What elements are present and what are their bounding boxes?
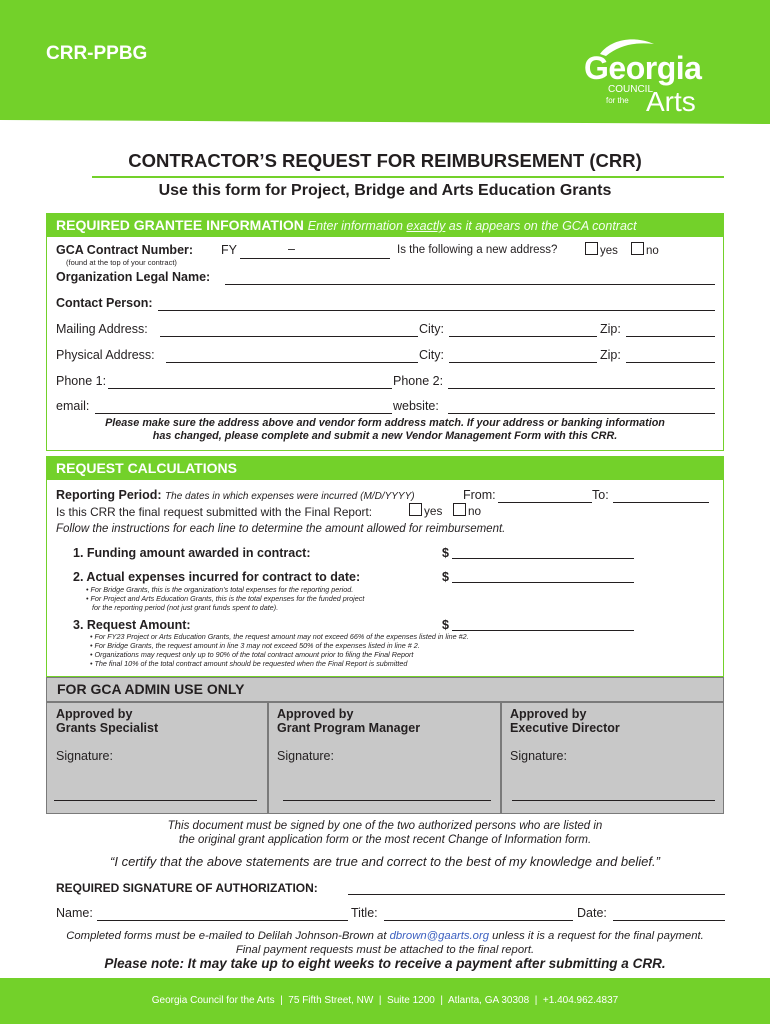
email-label: email: xyxy=(56,399,90,413)
mailing-zip-label: Zip: xyxy=(600,322,621,336)
line3-amount-field[interactable] xyxy=(452,630,634,631)
new-address-no: no xyxy=(646,245,659,257)
line3-label: 3. Request Amount: xyxy=(73,618,191,632)
email-note-line2: Final payment requests must be attached to the final report. xyxy=(235,944,535,956)
required-signature-field[interactable] xyxy=(348,894,725,895)
email-note-start: Completed forms must be e-mailed to Delilah Johnson-Brown at xyxy=(66,930,390,942)
line3-bullet2: • For Bridge Grants, the request amount in line 3 may not exceed 50% of the expenses listed in line # 2. xyxy=(90,641,420,650)
contract-number-label: GCA Contract Number: xyxy=(56,243,194,257)
line3-bullet4: • The final 10% of the total contract amount should be requested when the Final Report is submitted xyxy=(90,659,408,668)
from-label: From: xyxy=(463,488,496,502)
calculations-heading: REQUEST CALCULATIONS xyxy=(46,456,724,480)
name-field[interactable] xyxy=(97,920,348,921)
title-field[interactable] xyxy=(384,920,573,921)
email-link[interactable]: dbrown@gaarts.org xyxy=(389,930,489,942)
admin-col3-signature: Signature: xyxy=(510,749,567,763)
fy-field[interactable] xyxy=(240,258,390,259)
date-field[interactable] xyxy=(613,920,725,921)
physical-address-label: Physical Address: xyxy=(56,348,155,362)
final-request-question: Is this CRR the final request submitted with the Final Report: xyxy=(56,505,373,519)
phone2-field[interactable] xyxy=(448,388,715,389)
page-subtitle: Use this form for Project, Bridge and Arts Education Grants xyxy=(158,182,612,199)
phone1-label: Phone 1: xyxy=(56,374,107,388)
fy-label: FY xyxy=(221,243,237,257)
new-address-yes-checkbox[interactable] xyxy=(585,242,598,255)
required-signature-label: REQUIRED SIGNATURE OF AUTHORIZATION: xyxy=(56,881,318,895)
admin-col-sep1 xyxy=(267,701,269,814)
website-field[interactable] xyxy=(448,413,715,414)
line3-dollar: $ xyxy=(442,618,449,632)
final-no-checkbox[interactable] xyxy=(453,503,466,516)
line2-bullet3: for the reporting period (not just grant funds spent to date). xyxy=(92,603,279,612)
logo-georgia: Georgia xyxy=(584,50,702,86)
new-address-no-checkbox[interactable] xyxy=(631,242,644,255)
to-date-field[interactable] xyxy=(613,502,709,503)
admin-col1-line1: Approved by xyxy=(56,707,133,721)
email-note xyxy=(0,929,770,957)
to-label: To: xyxy=(592,488,609,502)
heading-note-end: as it appears on the GCA contract xyxy=(445,219,637,233)
logo-council: COUNCIL xyxy=(608,84,654,95)
admin-col-sep2 xyxy=(500,701,502,814)
mailing-zip-field[interactable] xyxy=(626,336,715,337)
line1-label: 1. Funding amount awarded in contract: xyxy=(73,546,311,560)
physical-address-field[interactable] xyxy=(166,362,418,363)
line2-amount-field[interactable] xyxy=(452,582,634,583)
footer-text: Georgia Council for the Arts | 75 Fifth Street, NW | Suite 1200 | Atlanta, GA 30308 | +1.404.962.4837 xyxy=(151,995,619,1006)
line1-amount-field[interactable] xyxy=(452,558,634,559)
admin-section xyxy=(46,677,724,814)
heading-note-emphasis: exactly xyxy=(406,219,446,233)
mailing-city-label: City: xyxy=(419,322,444,336)
admin-col3-line1: Approved by xyxy=(510,707,587,721)
date-label: Date: xyxy=(577,906,607,920)
grantee-info-heading xyxy=(46,213,724,237)
form-code: CRR-PPBG xyxy=(46,43,148,64)
new-address-yes: yes xyxy=(600,245,618,257)
line2-dollar: $ xyxy=(442,570,449,584)
admin-col2-signature-field[interactable] xyxy=(283,800,491,801)
fy-dash: – xyxy=(288,242,295,256)
title-label: Title: xyxy=(351,906,378,920)
mailing-city-field[interactable] xyxy=(449,336,597,337)
final-no: no xyxy=(468,504,482,518)
website-label: website: xyxy=(393,399,439,413)
phone1-field[interactable] xyxy=(108,388,392,389)
line3-bullet3: • Organizations may request only up to 90% of the total contract amount prior to filing the Final Report xyxy=(90,650,414,659)
mailing-address-field[interactable] xyxy=(160,336,418,337)
grantee-info-title: REQUIRED GRANTEE INFORMATION xyxy=(56,217,304,233)
reporting-period-label: Reporting Period: xyxy=(56,488,162,502)
phone2-label: Phone 2: xyxy=(393,374,444,388)
email-note-end: unless it is a request for the final payment. xyxy=(489,930,704,942)
line2-bullet2: • For Project and Arts Education Grants, this is the total expenses for the funded project xyxy=(86,594,365,603)
address-note-line1: Please make sure the address above and vendor form address match. If your address or banking information xyxy=(105,417,665,429)
signing-note xyxy=(0,819,770,847)
new-address-question: Is the following a new address? xyxy=(397,244,558,256)
admin-col2-line2: Grant Program Manager xyxy=(277,721,421,735)
contact-person-field[interactable] xyxy=(158,310,715,311)
logo-arts: Arts xyxy=(646,86,696,117)
page-title: CONTRACTOR’S REQUEST FOR REIMBURSEMENT (CRR) xyxy=(128,150,642,171)
physical-city-field[interactable] xyxy=(449,362,597,363)
address-note xyxy=(46,417,724,443)
org-name-field[interactable] xyxy=(225,284,715,285)
line2-bullet1: • For Bridge Grants, this is the organization’s total expenses for the reporting period. xyxy=(86,585,354,594)
admin-col2-line1: Approved by xyxy=(277,707,354,721)
physical-zip-field[interactable] xyxy=(626,362,715,363)
line2-label: 2. Actual expenses incurred for contract to date: xyxy=(73,570,361,584)
title-divider xyxy=(92,176,724,178)
admin-col1-signature-field[interactable] xyxy=(54,800,257,801)
admin-col3-line2: Executive Director xyxy=(510,721,620,735)
admin-col1-line2: Grants Specialist xyxy=(56,721,159,735)
admin-col2-signature: Signature: xyxy=(277,749,334,763)
address-note-line2: has changed, please complete and submit a new Vendor Management Form with this CRR. xyxy=(152,430,618,442)
reporting-period-note: The dates in which expenses were incurred (M/D/YYYY) xyxy=(165,491,415,502)
gca-logo xyxy=(580,36,740,120)
physical-zip-label: Zip: xyxy=(600,348,621,362)
physical-city-label: City: xyxy=(419,348,444,362)
contact-person-label: Contact Person: xyxy=(56,296,153,310)
heading-note: Enter information xyxy=(307,219,407,233)
name-label: Name: xyxy=(56,906,93,920)
certify-statement: “I certify that the above statements are true and correct to the best of my knowledge and belief.” xyxy=(110,854,660,869)
final-yes: yes xyxy=(424,504,443,518)
admin-col3-signature-field[interactable] xyxy=(512,800,715,801)
org-name-label: Organization Legal Name: xyxy=(56,270,211,284)
logo-for-the: for the xyxy=(606,96,629,105)
contract-number-sub: (found at the top of your contract) xyxy=(66,258,177,267)
signing-note-line1: This document must be signed by one of the two authorized persons who are listed in xyxy=(167,820,603,832)
line3-bullet1: • For FY23 Project or Arts Education Grants, the request amount may not exceed 66% of the expenses listed in line #2. xyxy=(90,632,469,641)
admin-divider xyxy=(46,701,724,703)
from-date-field[interactable] xyxy=(498,502,592,503)
mailing-address-label: Mailing Address: xyxy=(56,322,148,336)
admin-heading: FOR GCA ADMIN USE ONLY xyxy=(57,681,245,697)
signing-note-line2: the original grant application form or the most recent Change of Information form. xyxy=(178,834,592,846)
admin-col1-signature: Signature: xyxy=(56,749,113,763)
email-field[interactable] xyxy=(95,413,392,414)
calc-instructions: Follow the instructions for each line to determine the amount allowed for reimbursement. xyxy=(56,523,506,535)
line1-dollar: $ xyxy=(442,546,449,560)
final-yes-checkbox[interactable] xyxy=(409,503,422,516)
please-note: Please note: It may take up to eight weeks to receive a payment after submitting a CRR. xyxy=(104,956,666,971)
